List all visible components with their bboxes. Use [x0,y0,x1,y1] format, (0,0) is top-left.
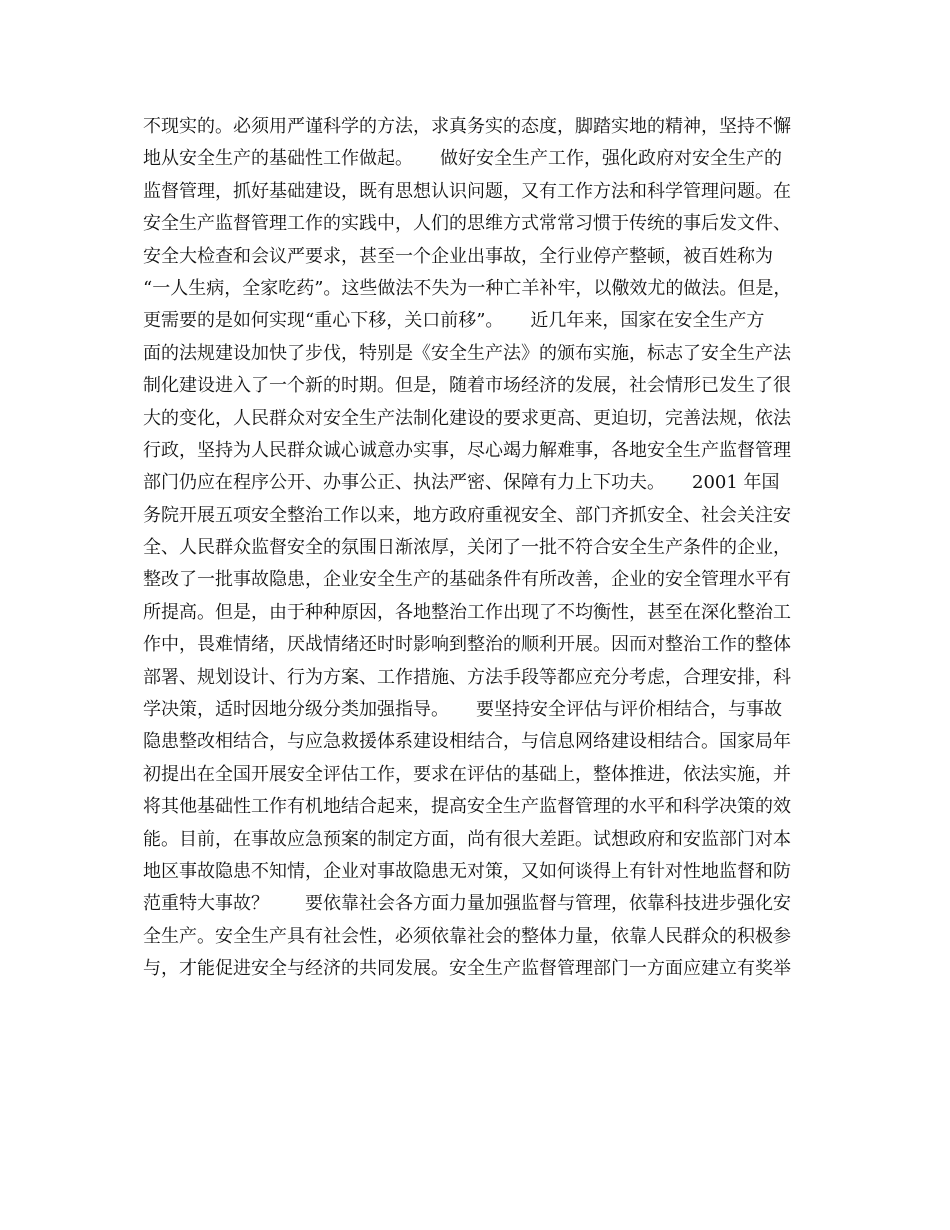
text-line-25: 范重特大事故？ 要依靠社会各方面力量加强监督与管理，依靠科技进步强化安 [143,893,791,915]
text-line-2: 地从安全生产的基础性工作做起。 做好安全生产工作，强化政府对安全生产的 [143,148,782,170]
text-line-3: 监督管理，抓好基础建设，既有思想认识问题，又有工作方法和科学管理问题。在 [143,180,791,202]
text-line-5: 安全大检查和会议严要求，甚至一个企业出事故，全行业停产整顿，被百姓称为 [143,245,773,267]
text-line-19: 学决策，适时因地分级分类加强指导。 要坚持安全评估与评价相结合，与事故 [143,699,782,721]
text-line-22: 将其他基础性工作有机地结合起来，提高安全生产监督管理的水平和科学决策的效 [143,796,791,818]
text-line-9: 制化建设进入了一个新的时期。但是，随着市场经济的发展，社会情形已发生了很 [143,375,791,397]
text-line-14: 全、人民群众监督安全的氛围日渐浓厚，关闭了一批不符合安全生产条件的企业， [143,537,791,559]
text-line-7: 更需要的是如何实现“重心下移，关口前移”。 近几年来，国家在安全生产方 [143,310,765,332]
body-text [143,111,823,986]
text-line-26: 全生产。安全生产具有社会性，必须依靠社会的整体力量，依靠人民群众的积极参 [143,925,791,947]
text-line-13: 务院开展五项安全整治工作以来，地方政府重视安全、部门齐抓安全、社会关注安 [143,504,791,526]
text-line-24: 地区事故隐患不知情，企业对事故隐患无对策，又如何谈得上有针对性地监督和防 [143,860,791,882]
text-line-20: 隐患整改相结合，与应急救援体系建设相结合，与信息网络建设相结合。国家局年 [143,731,791,753]
text-line-10: 大的变化，人民群众对安全生产法制化建设的要求更高、更迫切，完善法规，依法 [143,407,791,429]
text-line-15: 整改了一批事故隐患，企业安全生产的基础条件有所改善，企业的安全管理水平有 [143,569,791,591]
text-line-12: 部门仍应在程序公开、办事公正、执法严密、保障有力上下功夫。 2001 年国 [143,472,780,494]
text-line-6: “一人生病，全家吃药”。这些做法不失为一种亡羊补牢，以儆效尤的做法。但是， [143,277,792,299]
text-line-23: 能。目前，在事故应急预案的制定方面，尚有很大差距。试想政府和安监部门对本 [143,828,791,850]
text-line-27: 与，才能促进安全与经济的共同发展。安全生产监督管理部门一方面应建立有奖举 [143,958,791,980]
text-line-1: 不现实的。必须用严谨科学的方法，求真务实的态度，脚踏实地的精神，坚持不懈 [143,116,791,137]
text-line-16: 所提高。但是，由于种种原因，各地整治工作出现了不均衡性，甚至在深化整治工 [143,601,791,623]
text-line-11: 行政，坚持为人民群众诚心诚意办实事，尽心竭力解难事，各地安全生产监督管理 [143,439,791,461]
text-line-18: 部署、规划设计、行为方案、工作措施、方法手段等都应充分考虑，合理安排，科 [143,666,791,688]
text-line-17: 作中，畏难情绪，厌战情绪还时时影响到整治的顺利开展。因而对整治工作的整体 [143,634,791,656]
text-line-8: 面的法规建设加快了步伐，特别是《安全生产法》的颁布实施，标志了安全生产法 [143,342,791,364]
text-line-21: 初提出在全国开展安全评估工作，要求在评估的基础上，整体推进，依法实施，并 [143,763,791,785]
text-line-4: 安全生产监督管理工作的实践中，人们的思维方式常常习惯于传统的事后发文件、 [143,213,791,235]
